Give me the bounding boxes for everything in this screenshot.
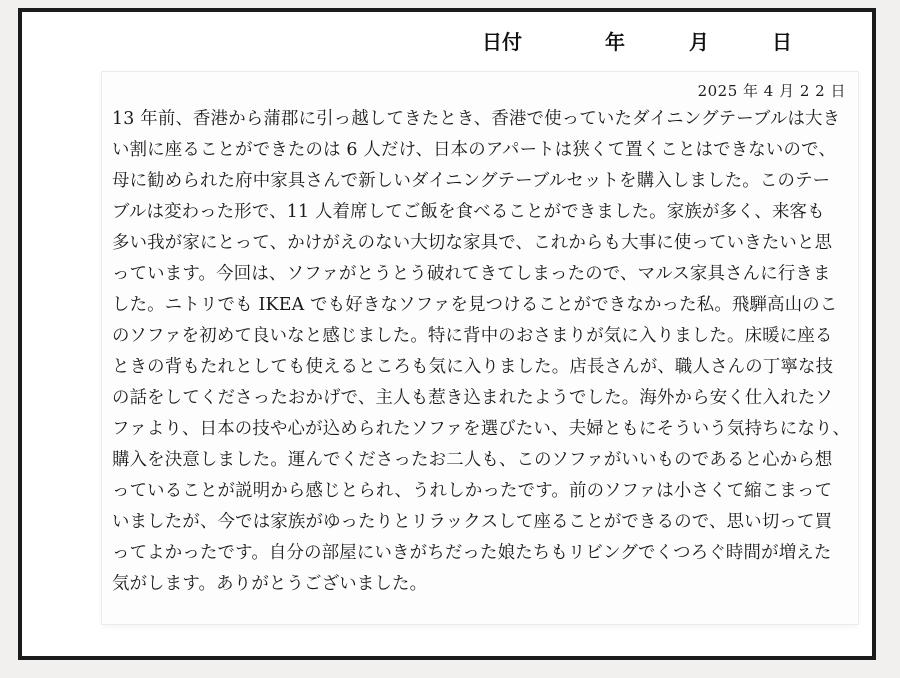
letter-line: 多い我が家にとって、かけがえのない大切な家具で、これからも大事に使っていきたいと思 bbox=[112, 233, 833, 253]
letter-line: 13 年前、香港から蒲郡に引っ越してきたとき、香港で使っていたダイニングテーブルは大き bbox=[112, 109, 841, 129]
testimonial-card bbox=[18, 8, 876, 660]
day-label: 日 bbox=[772, 30, 792, 54]
letter-line: 購入を決意しました。運んでくださったお二人も、このソファがいいものであると心から想 bbox=[112, 450, 833, 470]
letter-body bbox=[112, 104, 852, 600]
letter-date: 2025 年 4 月 2 2 日 bbox=[697, 82, 846, 100]
letter-line: ときの背もたれとしても使えるところも気に入りました。店長さんが、職人さんの丁寧な技 bbox=[112, 357, 834, 377]
letter-line: っています。今回は、ソファがとうとう破れてきてしまったので、マルス家具さんに行きま bbox=[112, 264, 831, 284]
letter-line: ってよかったです。自分の部屋にいきがちだった娘たちもリビングでくつろぐ時間が増えた bbox=[112, 543, 832, 563]
letter-line: の話をしてくださったおかげで、主人も惹き込まれたようでした。海外から安く仕入れたソ bbox=[112, 388, 833, 408]
letter-line: いましたが、今では家族がゆったりとリラックスして座ることができるので、思い切って買 bbox=[112, 512, 833, 532]
letter-line: っていることが説明から感じとられ、うれしかったです。前のソファは小さくて縮こまって bbox=[112, 481, 833, 501]
letter-line: ファより、日本の技や心が込められたソファを選びたい、夫婦ともにそういう気持ちになり、 bbox=[112, 419, 851, 439]
month-label: 月 bbox=[689, 30, 709, 54]
letter-line: い割に座ることができたのは 6 人だけ、日本のアパートは狭くて置くことはできないので、 bbox=[112, 140, 836, 160]
date-header bbox=[22, 22, 872, 58]
date-label: 日付 bbox=[482, 30, 522, 54]
letter-line: のソファを初めて良いなと感じました。特に背中のおさまりが気に入りました。床暖に座る bbox=[112, 326, 833, 346]
letter-line: ブルは変わった形で、11 人着席してご飯を食べることができました。家族が多く、来客も bbox=[112, 202, 825, 222]
letter-line: 母に勧められた府中家具さんで新しいダイニングテーブルセットを購入しました。このテー bbox=[112, 171, 831, 191]
year-label: 年 bbox=[605, 30, 625, 54]
letter-line: した。ニトリでも IKEA でも好きなソファを見つけることができなかった私。飛騨高山のこ bbox=[112, 295, 838, 315]
letter-line: 気がします。ありがとうございました。 bbox=[112, 574, 428, 594]
pasted-letter-sheet bbox=[102, 72, 858, 624]
